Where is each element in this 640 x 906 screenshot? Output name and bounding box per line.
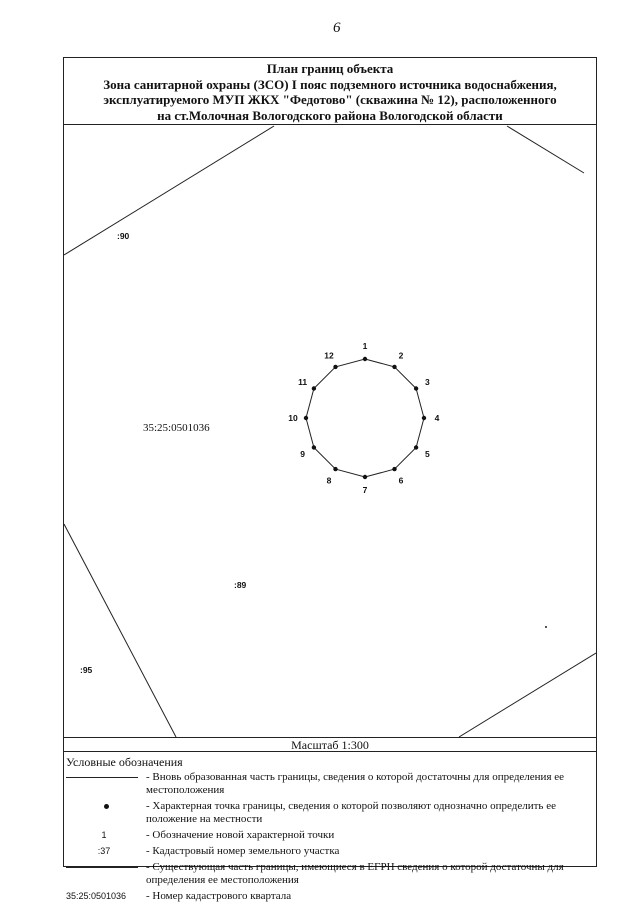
legend-title: Условные обозначения [66, 755, 183, 769]
legend-item-point-number [66, 829, 594, 842]
legend-text: - Характерная точка границы, сведения о которой позволяют однозначно определить ее положение на местности [146, 800, 556, 825]
boundary-point-9 [312, 445, 316, 449]
legend-item-quarter [66, 890, 594, 903]
legend [66, 755, 594, 906]
boundary-point-1 [363, 357, 367, 361]
legend-item-existing-boundary [66, 861, 594, 887]
point-label-7: 7 [362, 485, 368, 495]
legend-symbol-dot [66, 800, 146, 813]
legend-text: - Номер кадастрового квартала [146, 890, 292, 902]
zso-polygon [306, 359, 424, 477]
parcel-label-95: :95 [80, 665, 93, 675]
boundary-point-2 [392, 365, 396, 369]
legend-item-new-boundary [66, 771, 594, 797]
cadastral-quarter-label: 35:25:0501036 [143, 422, 210, 434]
legend-item-parcel-number [66, 845, 594, 858]
scale: Масштаб 1:300 [64, 737, 596, 752]
legend-text: - Кадастровый номер земельного участка [146, 845, 340, 857]
parcel-label-89: :89 [234, 580, 247, 590]
point-label-12: 12 [324, 350, 334, 361]
zso-boundary [288, 341, 439, 495]
boundary-point-7 [363, 475, 367, 479]
point-label-11: 11 [298, 377, 308, 387]
point-label-1: 1 [362, 341, 368, 351]
point-label-2: 2 [398, 350, 404, 361]
point-label-6: 6 [398, 475, 404, 486]
legend-symbol-line [66, 861, 146, 874]
parcel-boundary-bottom-right [459, 653, 596, 737]
legend-text: - Вновь образованная часть границы, сведения о которой достаточны для определения ее местоположения [146, 771, 565, 796]
title-line-3: эксплуатируемого МУП ЖКХ "Федотово" (скважина № 12), расположенного [103, 92, 557, 107]
boundary-point-11 [312, 386, 316, 390]
boundary-point-10 [304, 416, 308, 420]
legend-symbol-number: 1 [101, 830, 107, 840]
parcel-label-90: :90 [117, 231, 130, 241]
legend-symbol-line [66, 771, 146, 784]
legend-item-point [66, 800, 594, 826]
point-label-8: 8 [326, 475, 332, 486]
title-line-4: на ст.Молочная Вологодского района Вологодской области [157, 107, 503, 123]
point-label-5: 5 [425, 449, 430, 459]
parcel-boundary-95 [64, 524, 176, 737]
title-line-2: Зона санитарной охраны (ЗСО) I пояс подземного источника водоснабжения, [103, 76, 557, 92]
boundary-point-6 [392, 467, 396, 471]
title-line-1: План границ объекта [266, 61, 394, 76]
title-block [64, 58, 596, 125]
boundary-point-12 [333, 365, 337, 369]
plan-frame [63, 57, 597, 902]
point-label-10: 10 [288, 413, 298, 423]
boundary-point-3 [414, 386, 418, 390]
legend-text: - Существующая часть границы, имеющиеся в ЕГРН сведения о которой достаточны для определения ее местоположения [146, 861, 564, 886]
legend-symbol-parcel: :37 [97, 846, 111, 856]
legend-symbol-quarter: 35:25:0501036 [66, 891, 127, 901]
boundary-point-4 [422, 416, 426, 420]
point-label-4: 4 [434, 413, 440, 423]
boundary-point-8 [333, 467, 337, 471]
boundary-point-5 [414, 445, 418, 449]
boundary-map [64, 125, 596, 737]
point-label-9: 9 [300, 449, 305, 459]
parcel-boundary-top-right [507, 126, 584, 173]
legend-text: - Обозначение новой характерной точки [146, 829, 335, 841]
page-number: 6 [333, 20, 341, 36]
parcel-boundary-90 [64, 126, 274, 255]
point-label-3: 3 [425, 377, 430, 387]
map-speck [545, 626, 547, 628]
